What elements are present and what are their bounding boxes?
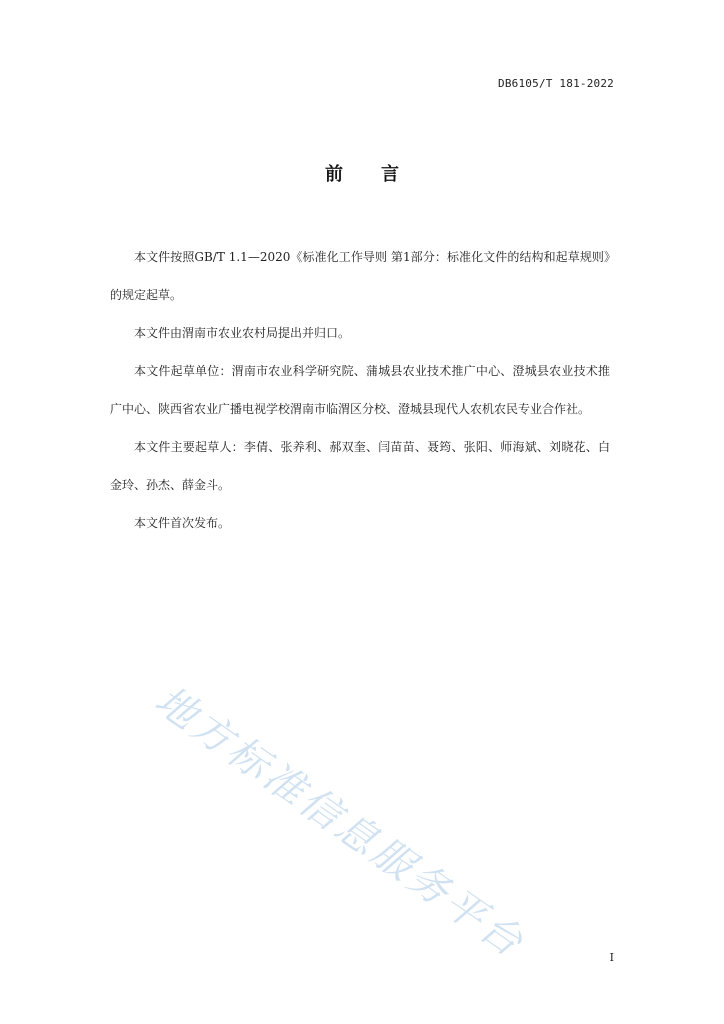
page-number: I	[609, 951, 614, 964]
paragraph-drafting-rules: 本文件按照GB/T 1.1—2020《标准化工作导则 第1部分：标准化文件的结构和起草规则》的规定起草。	[110, 250, 610, 302]
watermark: 地方标准信息服务平台	[146, 677, 534, 968]
paragraph-first-release: 本文件首次发布。	[134, 516, 231, 530]
document-body	[110, 238, 610, 542]
document-code: DB6105/T 181-2022	[498, 77, 614, 90]
paragraph-drafting-units: 本文件起草单位：渭南市农业科学研究院、蒲城县农业技术推广中心、澄城县农业技术推广中心、陕西省农业广播电视学校渭南市临渭区分校、澄城县现代人农机农民专业合作社。	[110, 364, 610, 416]
section-title: 前言	[325, 164, 437, 185]
paragraph-proposer: 本文件由渭南市农业农村局提出并归口。	[134, 326, 351, 340]
paragraph-drafters: 本文件主要起草人：李倩、张养利、郝双奎、闫苗苗、聂筠、张阳、师海斌、刘晓花、白金玲、孙杰、薛金斗。	[110, 440, 610, 492]
